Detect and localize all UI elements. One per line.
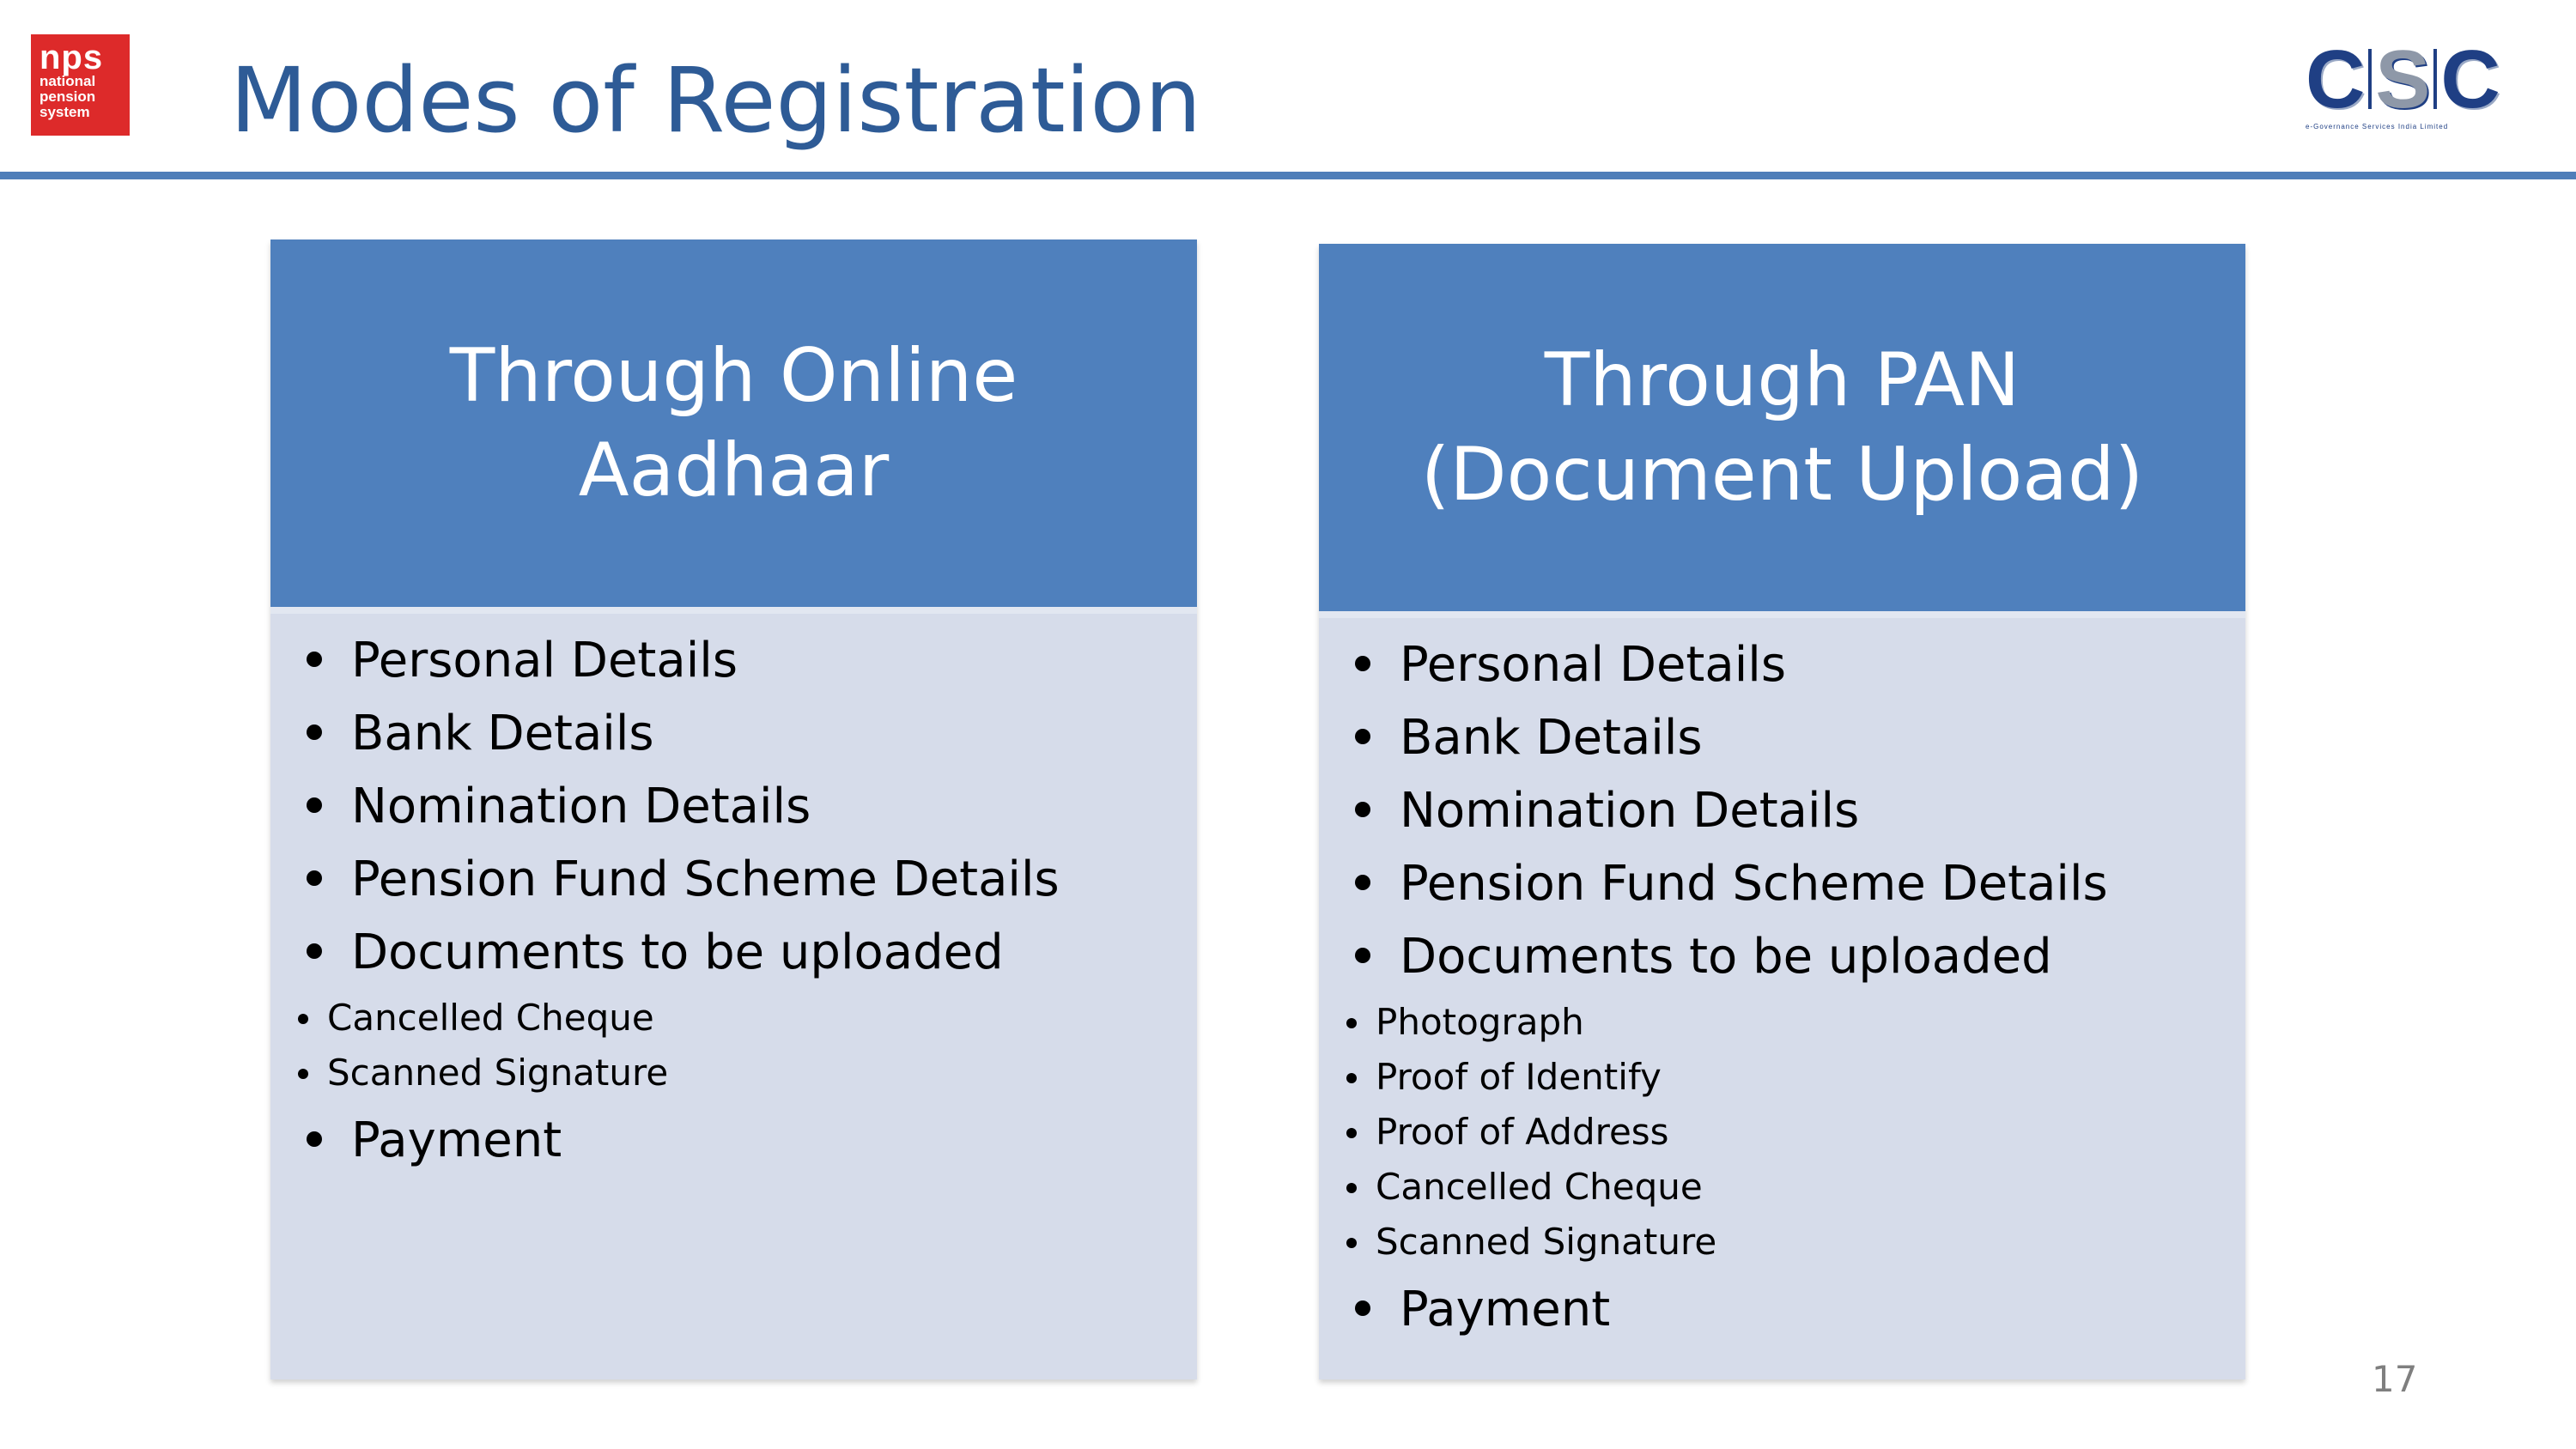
requirements-list-tail [1319,1273,2245,1346]
list-item [307,916,1197,989]
requirements-list [270,624,1197,989]
sub-list-item [298,1046,1197,1100]
card-header [270,239,1197,607]
sub-list-item-text: Proof of Identify [1376,1056,1662,1098]
list-item [307,697,1197,770]
csc-logo-separator [2368,49,2372,109]
list-item [1355,920,2245,993]
bullet-icon [307,1131,322,1147]
sub-list-item-text: Cancelled Cheque [1376,1166,1703,1208]
bullet-icon [1355,802,1370,817]
bullet-icon [1355,729,1370,744]
card-title-line: Aadhaar [578,427,890,513]
bullet-icon [1346,1128,1357,1138]
bullet-icon [1346,1018,1357,1028]
card-body [270,607,1197,1379]
page-title: Modes of Registration [230,48,1202,153]
list-item [1355,774,2245,847]
card-title-line: (Document Upload) [1420,432,2144,518]
list-item-text: Nomination Details [1400,783,1860,839]
csc-logo-letter: S [2375,33,2431,125]
bullet-icon [1346,1073,1357,1083]
bullet-icon [1355,656,1370,671]
list-item-text: Documents to be uploaded [351,925,1004,980]
csc-logo-letters [2306,33,2546,125]
sub-list-item [1346,1105,2245,1160]
list-item [307,1104,1197,1177]
nps-logo [31,34,130,136]
sub-list-item-text: Scanned Signature [1376,1221,1717,1263]
requirements-list-tail [270,1104,1197,1177]
card-title-line: Through Online [449,333,1018,419]
list-item [307,843,1197,916]
page-number: 17 [2372,1358,2418,1400]
bullet-icon [1346,1238,1357,1248]
list-item-text: Payment [351,1113,562,1168]
bullet-icon [307,724,322,740]
list-item-text: Personal Details [1400,637,1786,693]
list-item-text: Pension Fund Scheme Details [1400,856,2108,912]
csc-logo-tagline: e-Governance Services India Limited [2306,123,2449,130]
nps-logo-line: system [39,104,90,120]
sub-list-item-text: Cancelled Cheque [327,997,654,1039]
list-item [307,624,1197,697]
card-title-line: Through PAN [1544,337,2020,423]
list-item-text: Payment [1400,1282,1611,1337]
sub-list-item-text: Photograph [1376,1001,1584,1043]
requirements-list [1319,628,2245,993]
nps-logo-mark: nps [39,39,104,76]
list-item-text: Bank Details [351,706,654,761]
title-divider [0,172,2576,179]
list-item [1355,1273,2245,1346]
sub-list-item-text: Proof of Address [1376,1111,1669,1153]
sub-list-item [1346,1160,2245,1215]
csc-logo-separator [2433,49,2437,109]
card-title [1421,333,2143,522]
card-header [1319,244,2245,611]
bullet-icon [1346,1183,1357,1193]
documents-list [1319,993,2245,1273]
nps-logo-line: pension [39,88,96,105]
list-item [1355,628,2245,701]
list-item [307,770,1197,843]
bullet-icon [298,1069,308,1079]
sub-list-item [1346,995,2245,1050]
card-title [450,329,1018,518]
list-item-text: Pension Fund Scheme Details [351,852,1060,907]
nps-logo-line: national [39,73,96,89]
card-pan-document-upload [1319,244,2245,1379]
csc-logo-letter: C [2440,33,2500,125]
list-item-text: Personal Details [351,633,738,688]
bullet-icon [307,870,322,886]
csc-logo [2306,33,2546,137]
csc-logo-letter: C [2306,33,2366,125]
list-item-text: Documents to be uploaded [1400,929,2052,985]
list-item [1355,701,2245,774]
list-item [1355,847,2245,920]
bullet-icon [307,943,322,959]
sub-list-item [298,991,1197,1046]
list-item-text: Nomination Details [351,779,811,834]
sub-list-item [1346,1050,2245,1105]
sub-list-item [1346,1215,2245,1270]
card-body [1319,611,2245,1379]
bullet-icon [1355,948,1370,963]
sub-list-item-text: Scanned Signature [327,1052,669,1094]
card-online-aadhaar [270,239,1197,1379]
bullet-icon [1355,1300,1370,1316]
bullet-icon [298,1014,308,1024]
bullet-icon [1355,875,1370,890]
list-item-text: Bank Details [1400,710,1703,766]
bullet-icon [307,652,322,667]
documents-list [270,989,1197,1104]
bullet-icon [307,797,322,813]
